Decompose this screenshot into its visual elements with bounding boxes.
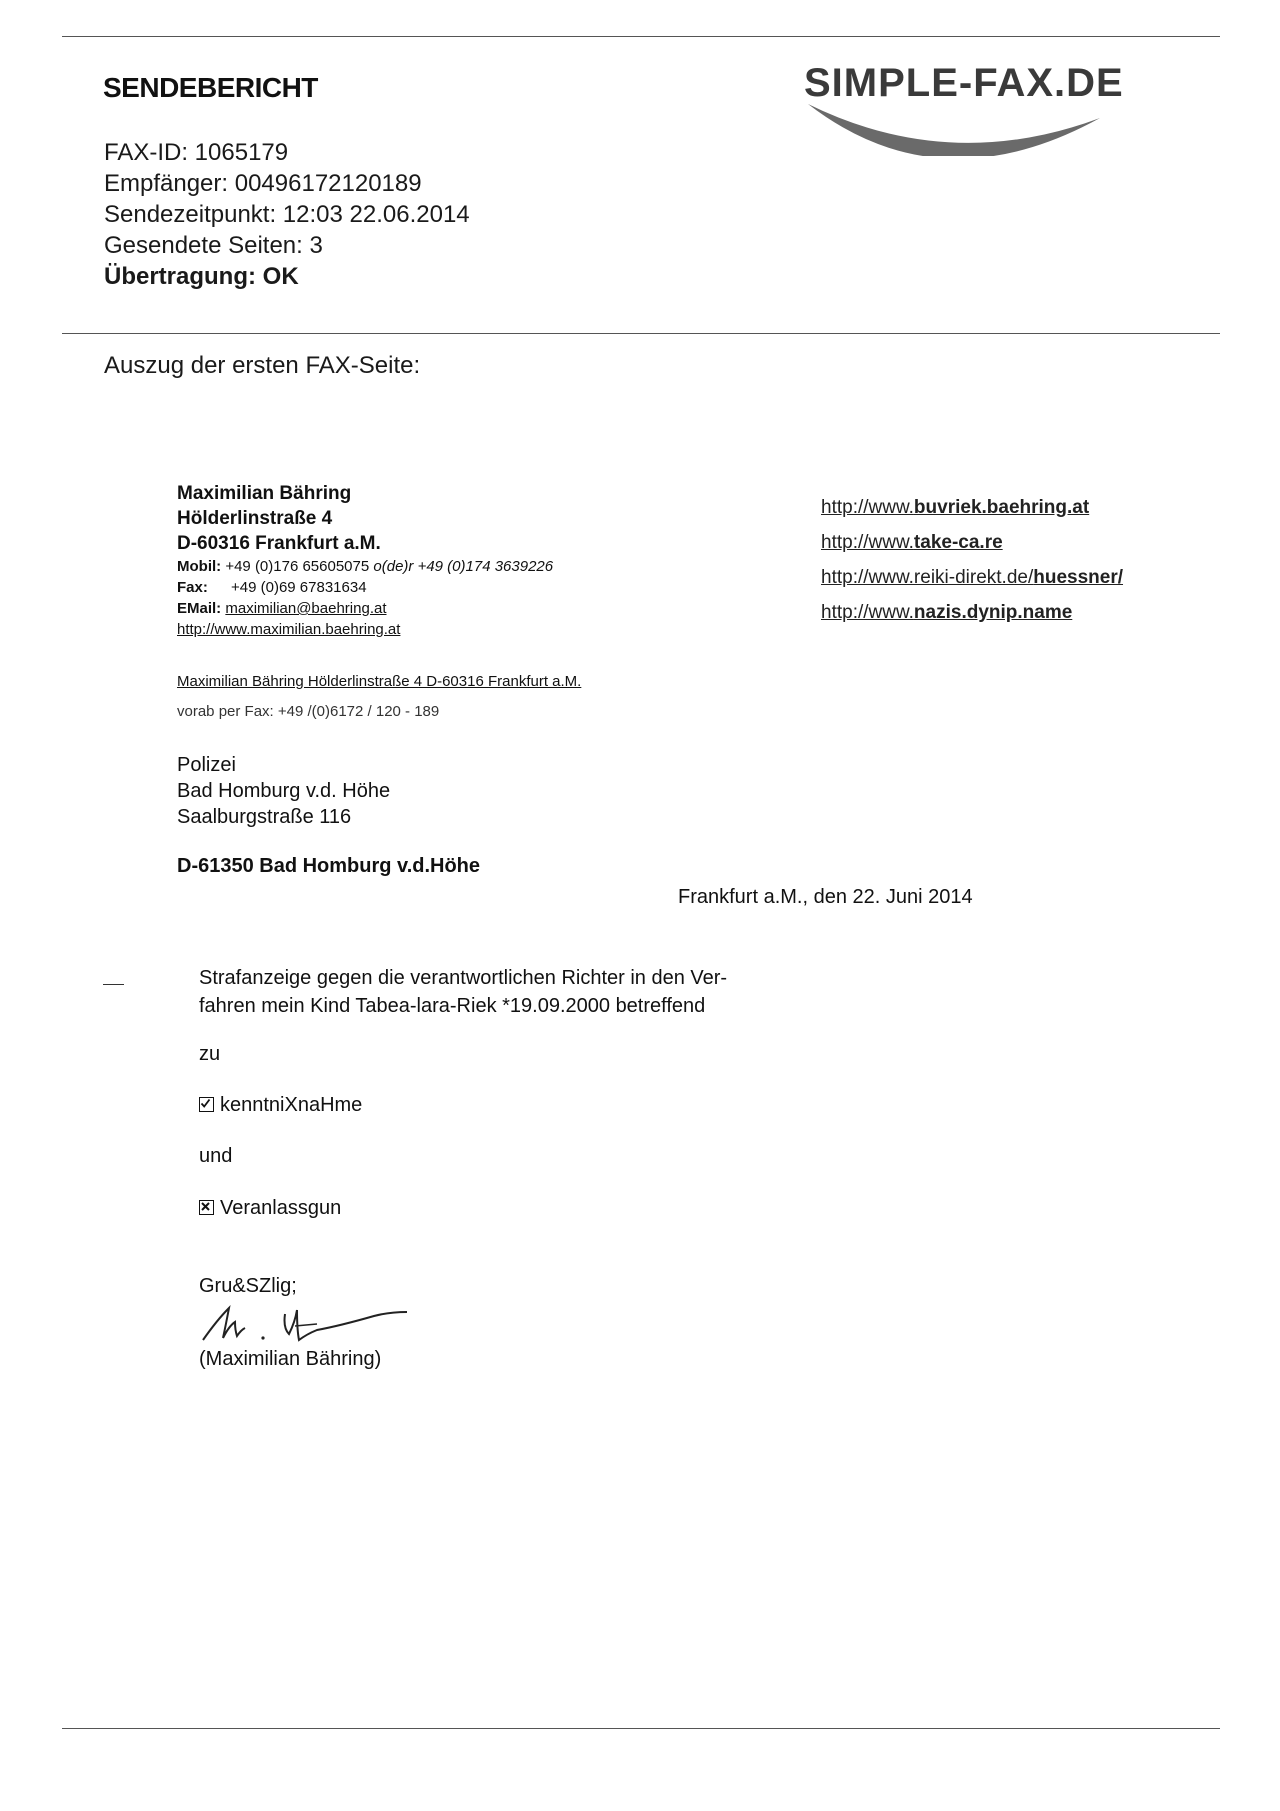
subject bbox=[199, 964, 727, 1020]
sender-street: Hölderlinstraße 4 bbox=[177, 508, 333, 529]
link-list bbox=[821, 490, 1123, 630]
excerpt-label: Auszug der ersten FAX-Seite: bbox=[104, 352, 421, 379]
link-buvriek[interactable]: http://www.buvriek.baehring.at bbox=[821, 497, 1090, 518]
pages-sent: Gesendete Seiten: 3 bbox=[104, 232, 323, 259]
closing-greeting: Gru&SZlig; bbox=[199, 1275, 297, 1297]
veranlassung-label: Veranlassgun bbox=[220, 1197, 342, 1219]
handwritten-signature bbox=[199, 1300, 409, 1348]
recipient-number: Empfänger: 00496172120189 bbox=[104, 170, 422, 197]
sender-city: D-60316 Frankfurt a.M. bbox=[177, 533, 381, 554]
middle-divider bbox=[62, 333, 1220, 334]
fax-value: +49 (0)69 67831634 bbox=[231, 579, 367, 596]
recipient-city: D-61350 Bad Homburg v.d.Höhe bbox=[177, 855, 481, 877]
letter-date: Frankfurt a.M., den 22. Juni 2014 bbox=[678, 886, 973, 908]
subject-line: fahren mein Kind Tabea-lara-Riek *19.09.2000 betreffend bbox=[199, 995, 706, 1017]
link-reiki-direkt[interactable]: http://www.reiki-direkt.de/huessner/ bbox=[821, 567, 1124, 588]
mobile-alternative: o(de)r +49 (0)174 3639226 bbox=[373, 558, 554, 575]
recipient-address bbox=[177, 752, 390, 830]
recipient-line: Bad Homburg v.d. Höhe bbox=[177, 780, 391, 802]
text-zu: zu bbox=[199, 1043, 221, 1065]
email-link[interactable]: maximilian@baehring.at bbox=[225, 600, 387, 617]
recipient-line: Saalburgstraße 116 bbox=[177, 806, 352, 828]
report-title: SENDEBERICHT bbox=[103, 72, 318, 103]
sender-name: Maximilian Bähring bbox=[177, 483, 352, 504]
fold-mark bbox=[103, 984, 124, 985]
sender-block bbox=[177, 481, 553, 640]
transmission-details bbox=[104, 137, 470, 292]
signer-name: (Maximilian Bähring) bbox=[199, 1348, 382, 1370]
text-und: und bbox=[199, 1145, 233, 1167]
transmission-status: Übertragung: OK bbox=[104, 263, 299, 290]
mobile-label: Mobil: bbox=[177, 558, 222, 575]
veranlassung-item bbox=[199, 1197, 341, 1220]
kenntnisnahme-item bbox=[199, 1094, 362, 1117]
fax-label: Fax: bbox=[177, 579, 208, 596]
subject-line: Strafanzeige gegen die verantwortlichen Richter in den Ver- bbox=[199, 967, 728, 989]
sender-mobile bbox=[177, 556, 553, 577]
simple-fax-logo bbox=[800, 56, 1210, 156]
sender-website-link[interactable]: http://www.maximilian.baehring.at bbox=[177, 621, 401, 638]
bottom-divider bbox=[62, 1728, 1220, 1729]
email-label: EMail: bbox=[177, 600, 222, 617]
svg-text:SIMPLE-FAX.DE: SIMPLE-FAX.DE bbox=[804, 61, 1124, 105]
recipient-line: Polizei bbox=[177, 754, 236, 776]
sender-fax bbox=[177, 577, 553, 598]
vorab-fax-line: vorab per Fax: +49 /(0)6172 / 120 - 189 bbox=[177, 703, 440, 720]
top-divider bbox=[62, 36, 1220, 37]
send-time: Sendezeitpunkt: 12:03 22.06.2014 bbox=[104, 201, 470, 228]
link-nazis-dynip[interactable]: http://www.nazis.dynip.name bbox=[821, 602, 1073, 623]
kenntnisnahme-label: kenntniXnaHme bbox=[220, 1094, 363, 1116]
return-address: Maximilian Bähring Hölderlinstraße 4 D-60316 Frankfurt a.M. bbox=[177, 673, 582, 690]
sender-email bbox=[177, 598, 553, 619]
mobile-value: +49 (0)176 65605075 bbox=[225, 558, 370, 575]
link-take-ca[interactable]: http://www.take-ca.re bbox=[821, 532, 1003, 553]
fax-id: FAX-ID: 1065179 bbox=[104, 139, 289, 166]
cross-box-icon bbox=[199, 1200, 214, 1215]
checkmark-box-icon bbox=[199, 1097, 214, 1112]
